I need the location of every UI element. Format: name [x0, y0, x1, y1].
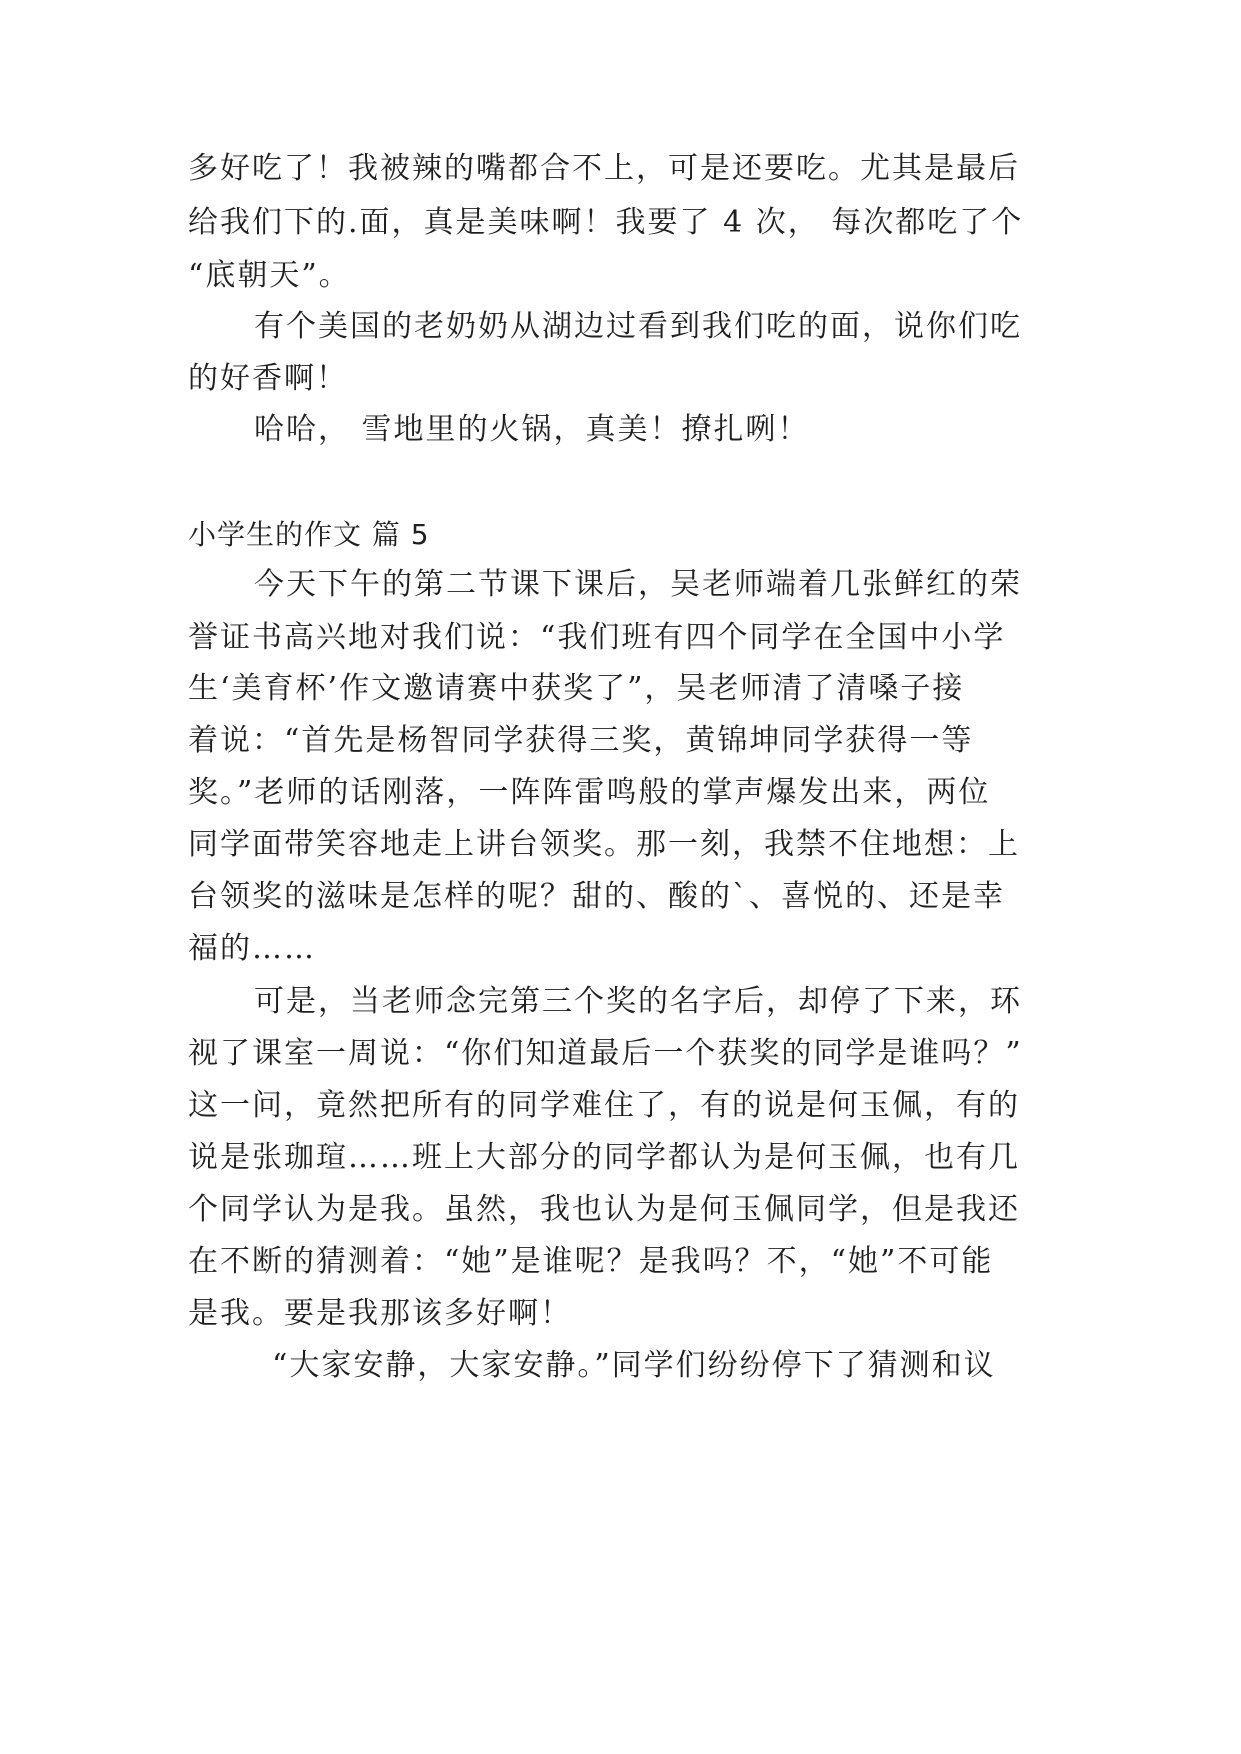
paragraph-line: 福的……	[188, 931, 316, 966]
paragraph-line: 这一问，竟然把所有的同学难住了，有的说是何玉佩，有的	[188, 1088, 1020, 1123]
paragraph-line: 说是张珈瑄……班上大部分的同学都认为是何玉佩，也有几	[188, 1140, 1020, 1175]
paragraph-line: 有个美国的老奶奶从湖边过看到我们吃的面，说你们吃	[254, 309, 1022, 344]
paragraph-line: 视了课室一周说：“你们知道最后一个获奖的同学是谁吗？”	[188, 1036, 1023, 1071]
paragraph-line: “底朝天”。	[188, 258, 351, 293]
paragraph-line: 的好香啊！	[188, 361, 348, 396]
paragraph-line: 着说：“首先是杨智同学获得三奖，黄锦坤同学获得一等	[188, 723, 974, 758]
paragraph-line: 个同学认为是我。虽然，我也认为是何玉佩同学，但是我还	[188, 1192, 1020, 1227]
paragraph-line: 今天下午的第二节课下课后，吴老师端着几张鲜红的荣	[254, 567, 1022, 602]
paragraph-line: 誉证书高兴地对我们说：“我们班有四个同学在全国中小学	[188, 620, 1006, 655]
paragraph-line: 台领奖的滋味是怎样的呢？甜的、酸的`、喜悦的、还是幸	[188, 879, 1005, 914]
paragraph-line: 生‘美育杯’作文邀请赛中获奖了”，吴老师清了清嗓子接	[188, 671, 965, 706]
paragraph-line: 同学面带笑容地走上讲台领奖。那一刻，我禁不住地想：上	[188, 827, 1020, 862]
paragraph-line: 是我。要是我那该多好啊！	[188, 1296, 572, 1331]
paragraph-line: 多好吃了！我被辣的嘴都合不上，可是还要吃。尤其是最后	[188, 151, 1020, 186]
paragraph-line: 哈哈， 雪地里的火锅，真美！撩扎咧！	[254, 412, 810, 447]
paragraph-line: 在不断的猜测着：“她”是谁呢？是我吗？不，“她”不可能	[188, 1244, 994, 1279]
paragraph-line: 奖。”老师的话刚落，一阵阵雷鸣般的掌声爆发出来，两位	[188, 775, 991, 810]
section-heading: 小学生的作文 篇 5	[188, 518, 430, 551]
paragraph-line: “大家安静，大家安静。”同学们纷纷停下了猜测和议	[272, 1348, 996, 1383]
paragraph-line: 给我们下的.面，真是美味啊！我要了 4 次， 每次都吃了个	[188, 205, 1024, 240]
paragraph-line: 可是，当老师念完第三个奖的名字后，却停了下来，环	[254, 984, 1022, 1019]
